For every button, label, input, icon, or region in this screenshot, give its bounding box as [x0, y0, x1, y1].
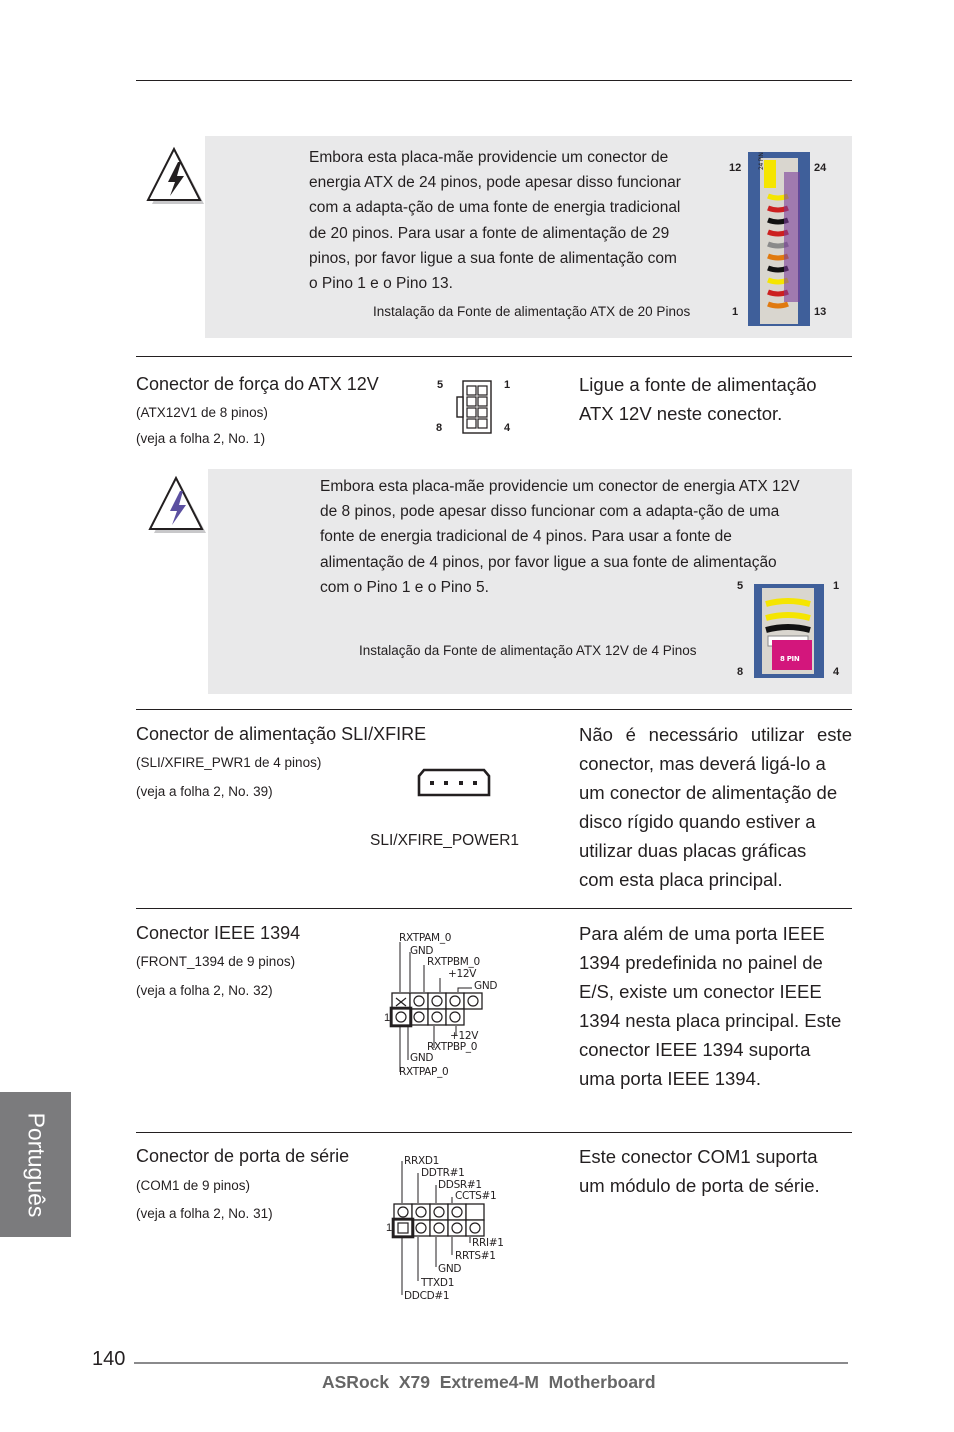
section-rule [136, 709, 852, 710]
ieee-description: Para além de uma porta IEEE 1394 predefinida no painel de E/S, existe um conector IEEE 1394 nesta placa principal. Este conector IEEE 1394 suporta uma porta IEEE 1394. [579, 923, 842, 1089]
ieee-title: Conector IEEE 1394 [136, 923, 301, 943]
sli-connector-label: SLI/XFIRE_POWER1 [370, 832, 520, 849]
pin-label: 1 [732, 306, 739, 318]
section-rule [136, 356, 852, 357]
sli-description: Não é necessário utilizar este conector, mas deverá ligá-lo a um conector de alimentação de disco rígido quando estiver a utilizar duas placas gráficas com esta placa principal. [579, 724, 852, 890]
pin1-label: 1 [384, 1012, 391, 1024]
signal-label: +12V [448, 968, 477, 980]
pin-label: 24 [814, 162, 827, 174]
signal-label: RXTPAP_0 [399, 1066, 449, 1078]
signal-label: +12V [450, 1030, 479, 1042]
pin1-label: 1 [386, 1222, 393, 1234]
atx12v-sub2: (veja a folha 2, No. 1) [136, 431, 266, 446]
signal-label: RRI#1 [472, 1237, 504, 1249]
page-number: 140 [92, 1348, 126, 1370]
signal-label: RXTPAM_0 [399, 932, 452, 944]
signal-label: DDCD#1 [404, 1290, 450, 1302]
footer-rule [134, 1362, 848, 1364]
language-tab: Português [0, 1092, 71, 1237]
atx12v-title: Conector de força do ATX 12V [136, 374, 379, 394]
com-sub1: (COM1 de 9 pinos) [136, 1178, 251, 1193]
signal-label: GND [410, 945, 434, 957]
sli-title: Conector de alimentação SLI/XFIRE [136, 724, 427, 744]
pin-label: 8 [737, 666, 744, 678]
com-description: Este conector COM1 suporta um módulo de porta de série. [579, 1146, 820, 1196]
com-title: Conector de porta de série [136, 1146, 350, 1166]
signal-label: GND [410, 1052, 434, 1064]
footer-title: ASRock X79 Extreme4-M Motherboard [322, 1372, 656, 1392]
atx12v-connector-diagram [455, 379, 495, 437]
header-rule [136, 80, 852, 81]
signal-label: RRTS#1 [455, 1250, 496, 1262]
note1-caption: Instalação da Fonte de alimentação ATX de 20 Pinos [373, 304, 691, 319]
atx-24pin-photo [748, 152, 810, 326]
ieee-sub1: (FRONT_1394 de 9 pinos) [136, 954, 296, 969]
photo-label: 8 PIN [780, 655, 800, 663]
note2-caption: Instalação da Fonte de alimentação ATX 12V de 4 Pinos [359, 643, 697, 658]
com-sub2: (veja a folha 2, No. 31) [136, 1206, 273, 1221]
ieee-sub2: (veja a folha 2, No. 32) [136, 983, 273, 998]
note1-text: Embora esta placa-mãe providencie um conector de energia ATX de 24 pinos, pode apesar disso funcionar com a adapta-ção de uma fonte de energia tradicional de 20 pinos. Para usar a fonte de alimentação de 29 pinos, por favor ligue a sua fonte de alimentação com o Pino 1 e o Pino 13. [309, 149, 681, 293]
pin-label: 4 [833, 666, 840, 678]
sli-sub2: (veja a folha 2, No. 39) [136, 784, 273, 799]
pin-label: 12 [729, 162, 742, 174]
pin-label: 8 [436, 422, 443, 434]
warning-icon [146, 475, 210, 535]
signal-label: DDTR#1 [421, 1167, 465, 1179]
pin-label: 5 [437, 379, 444, 391]
signal-label: GND [474, 980, 498, 992]
signal-label: RXTPBM_0 [427, 956, 480, 968]
note2-text: Embora esta placa-mãe providencie um conector de energia ATX 12V de 8 pinos, pode apesar disso funcionar com a adapta-ção de uma fonte de energia tradicional de 4 pinos. Para usar a fonte de alimentação de 4 pinos, por favor ligue a sua fonte de alimentação com o Pino 1 e o Pino 5. [320, 478, 800, 596]
pin-label: 5 [737, 580, 744, 592]
pin-label: 13 [814, 306, 827, 318]
signal-label: RRXD1 [404, 1155, 440, 1167]
pin-label: 1 [833, 580, 840, 592]
signal-label: TTXD1 [421, 1277, 455, 1289]
photo-label: 24 PIN [758, 152, 765, 170]
pin-label: 1 [504, 379, 511, 391]
signal-label: GND [438, 1263, 462, 1275]
sli-power-connector-diagram [416, 767, 492, 799]
sli-sub1: (SLI/XFIRE_PWR1 de 4 pinos) [136, 755, 322, 770]
signal-label: DDSR#1 [438, 1179, 482, 1191]
signal-label: RXTPBP_0 [427, 1041, 478, 1053]
atx12v-description: Ligue a fonte de alimentação ATX 12V neste conector. [579, 374, 817, 424]
pin-label: 4 [504, 422, 511, 434]
atx12v-sub1: (ATX12V1 de 8 pinos) [136, 405, 268, 420]
section-rule [136, 908, 852, 909]
signal-label: CCTS#1 [455, 1190, 497, 1202]
warning-icon [144, 146, 208, 206]
atx-8pin-photo [754, 584, 824, 678]
section-rule [136, 1132, 852, 1133]
